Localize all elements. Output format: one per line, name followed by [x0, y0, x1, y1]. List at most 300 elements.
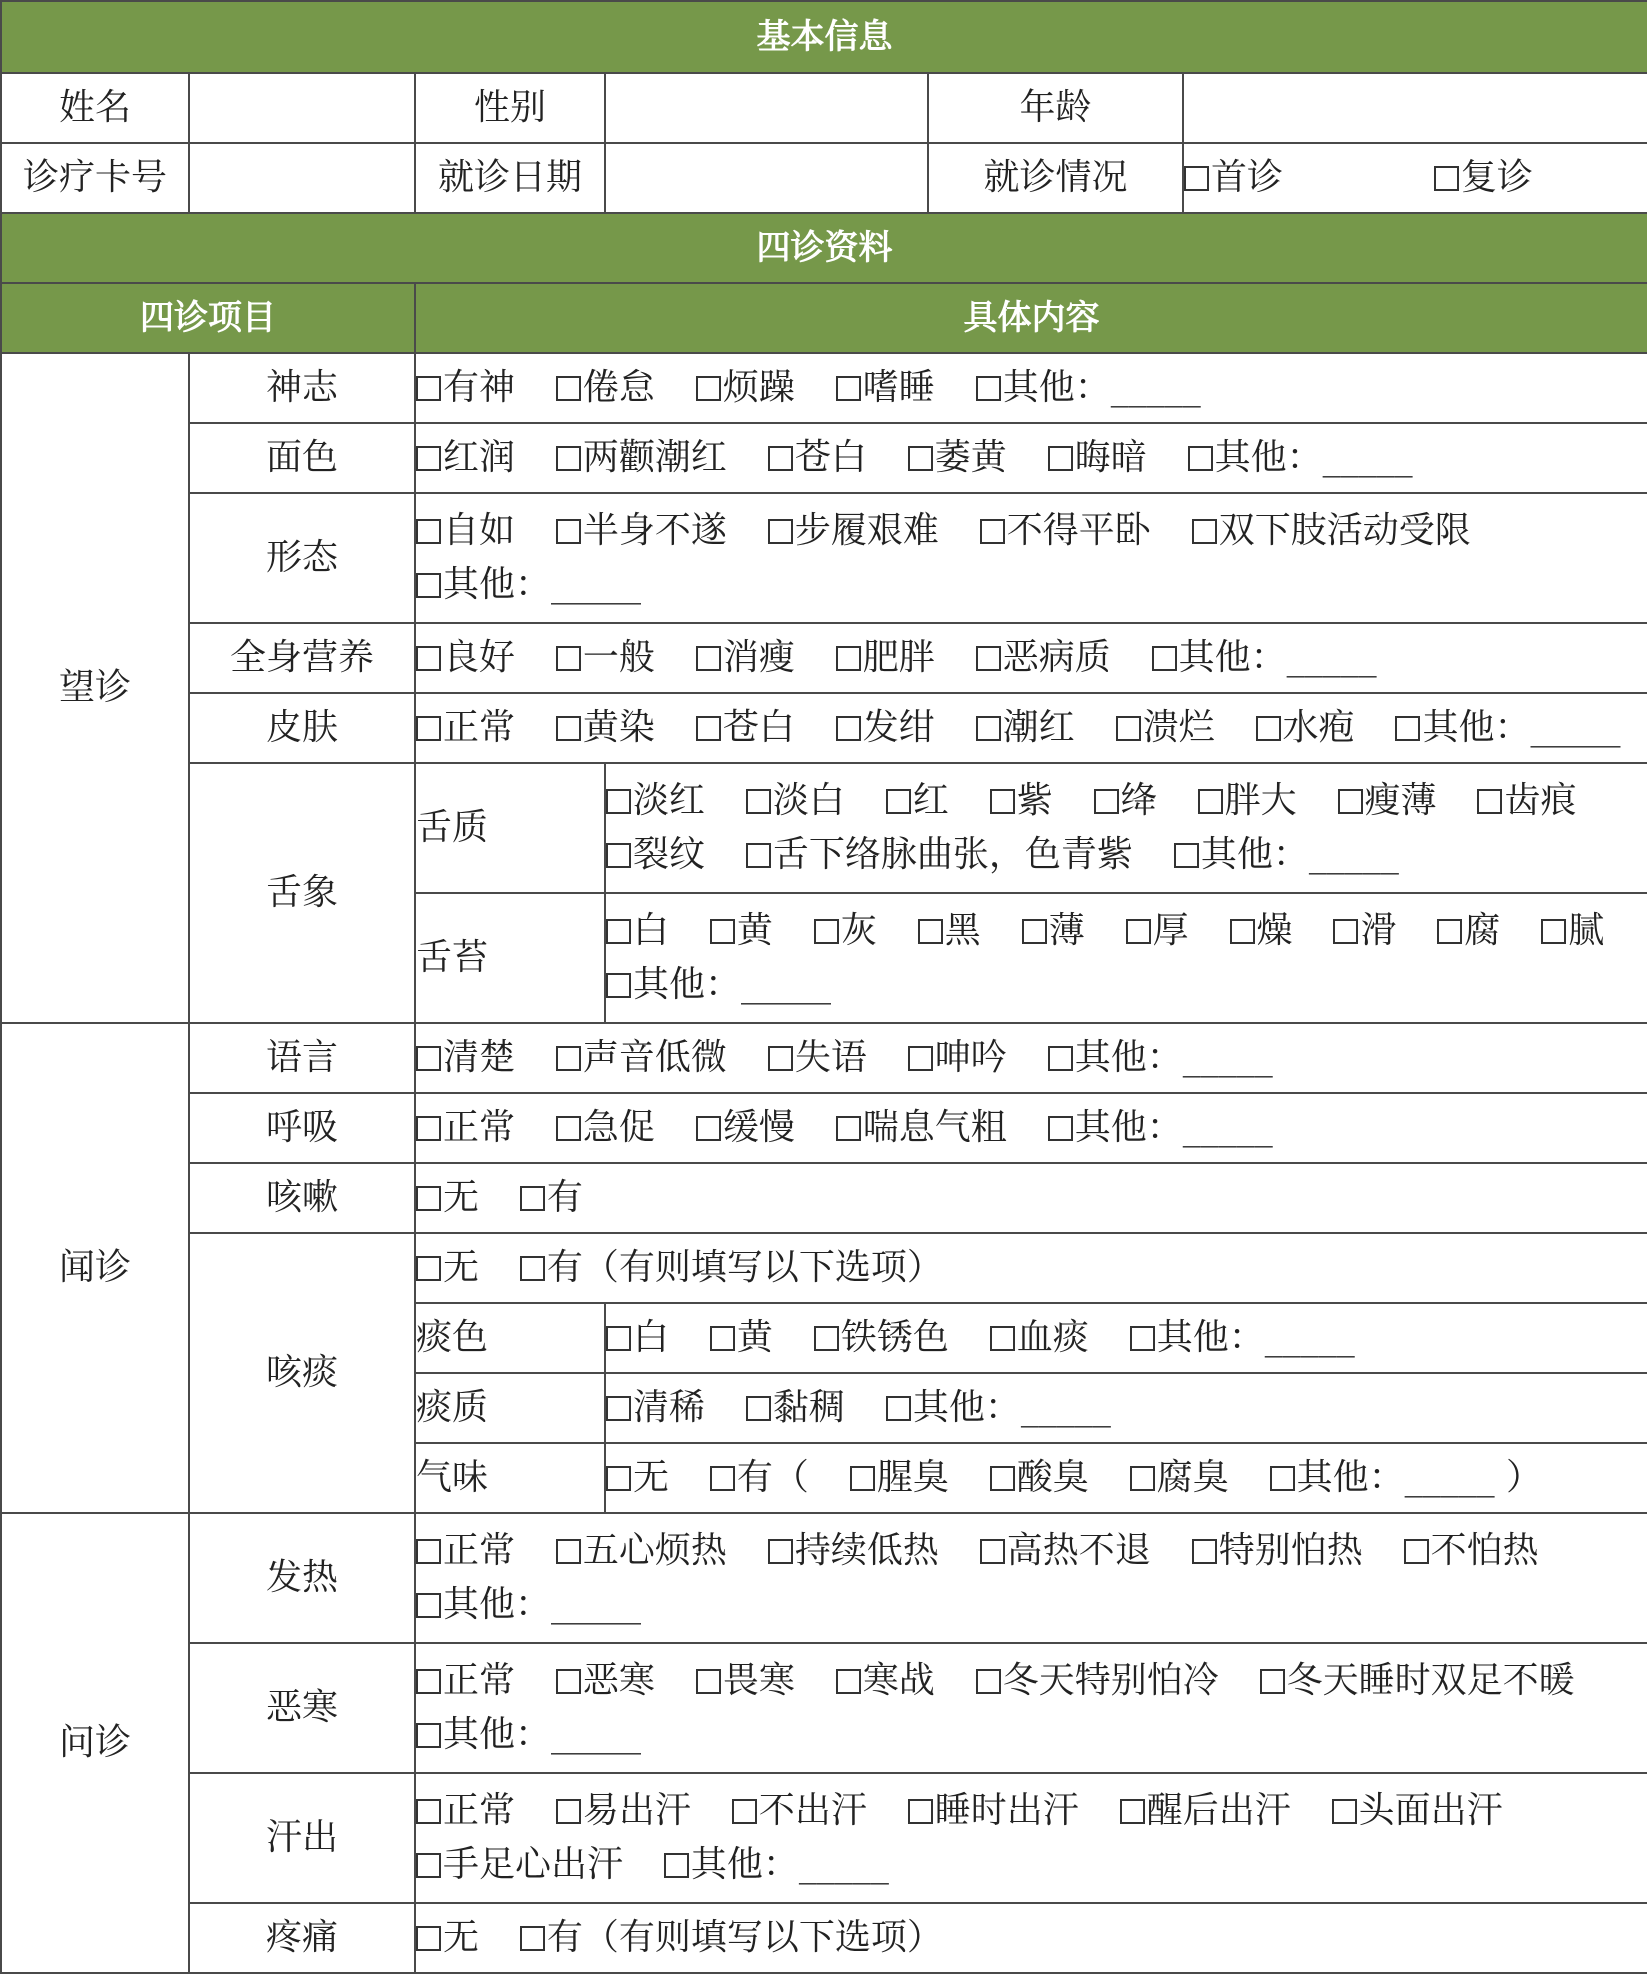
nutrition-option[interactable]: [836, 637, 935, 678]
mind-option-label: 烦躁: [722, 367, 795, 408]
sputum-color-option[interactable]: [990, 1317, 1089, 1358]
chills-option[interactable]: [1260, 1660, 1575, 1701]
checkbox-icon[interactable]: [1541, 919, 1566, 944]
row-label-sputum-color: 痰色: [415, 1303, 605, 1373]
checkbox-icon[interactable]: [606, 1466, 631, 1491]
checkbox-icon[interactable]: [836, 376, 861, 401]
mind-option[interactable]: [556, 367, 655, 408]
breathing-option[interactable]: [556, 1107, 655, 1148]
tongue-body-option[interactable]: [746, 780, 845, 821]
tongue-body-option[interactable]: [1338, 780, 1437, 821]
sputum-option[interactable]: [520, 1247, 943, 1288]
sweating-option[interactable]: [908, 1790, 1079, 1831]
mind-option[interactable]: [416, 367, 515, 408]
tongue-coating-option[interactable]: [1022, 910, 1085, 951]
checkbox-icon[interactable]: [836, 646, 861, 671]
sputum-texture-option[interactable]: [886, 1387, 1111, 1428]
fever-option[interactable]: [416, 1530, 515, 1571]
checkbox-icon[interactable]: [416, 1116, 441, 1141]
checkbox-icon[interactable]: [990, 1466, 1015, 1491]
breathing-option-label: 缓慢: [722, 1107, 795, 1148]
tongue-body-option[interactable]: [886, 780, 949, 821]
options-fever: [415, 1513, 1647, 1643]
skin-option-label: 正常: [443, 707, 516, 748]
skin-option-label: 黄染: [582, 707, 655, 748]
sputum-color-option-label: 血痰: [1016, 1317, 1089, 1358]
checkbox-icon[interactable]: [416, 1186, 441, 1211]
checkbox-icon[interactable]: [1260, 1669, 1285, 1694]
checkbox-icon[interactable]: [606, 1396, 631, 1421]
skin-option[interactable]: [416, 707, 515, 748]
nutrition-option[interactable]: [976, 637, 1111, 678]
complexion-option[interactable]: [1048, 437, 1147, 478]
posture-option[interactable]: [1192, 510, 1471, 551]
sputum-smell-option[interactable]: [1270, 1457, 1542, 1498]
checkbox-icon[interactable]: [696, 1669, 721, 1694]
checkbox-icon[interactable]: [990, 1326, 1015, 1351]
fever-option[interactable]: [768, 1530, 939, 1571]
tongue-body-option[interactable]: [990, 780, 1053, 821]
checkbox-icon[interactable]: [1256, 716, 1281, 741]
pain-option[interactable]: [520, 1917, 943, 1958]
tongue-body-option-label: 齿痕: [1504, 780, 1577, 821]
tongue-coating-option[interactable]: [606, 964, 831, 1005]
checkbox-icon[interactable]: [1192, 519, 1217, 544]
age-label: 年龄: [928, 73, 1183, 143]
checkbox-icon[interactable]: [976, 1669, 1001, 1694]
options-tongue-body: [605, 763, 1647, 893]
checkbox-icon[interactable]: [976, 716, 1001, 741]
tongue-coating-option-label: 滑: [1360, 910, 1397, 951]
checkbox-icon[interactable]: [664, 1853, 689, 1878]
checkbox-icon[interactable]: [556, 646, 581, 671]
checkbox-icon[interactable]: [556, 376, 581, 401]
sputum-smell-option[interactable]: [850, 1457, 949, 1498]
row-label-sputum-smell: 气味: [415, 1443, 605, 1513]
checkbox-icon[interactable]: [746, 789, 771, 814]
skin-option-label: 潮红: [1002, 707, 1075, 748]
breathing-option[interactable]: [836, 1107, 1007, 1148]
options-complexion: [415, 423, 1647, 493]
checkbox-icon[interactable]: [1333, 919, 1358, 944]
checkbox-icon[interactable]: [556, 519, 581, 544]
chills-option[interactable]: [976, 1660, 1219, 1701]
visit-type-option[interactable]: [1434, 157, 1533, 198]
sweating-option[interactable]: [416, 1844, 623, 1885]
options-tongue-coating: [605, 893, 1647, 1023]
sweating-option-label: 其他：_____: [690, 1844, 889, 1885]
row-label-mind: 神志: [189, 353, 415, 423]
checkbox-icon[interactable]: [1126, 919, 1151, 944]
checkbox-icon[interactable]: [556, 446, 581, 471]
nutrition-option-label: 一般: [582, 637, 655, 678]
tongue-coating-option[interactable]: [918, 910, 981, 951]
speech-option[interactable]: [556, 1037, 727, 1078]
cough-option[interactable]: [520, 1177, 583, 1218]
options-sweating: [415, 1773, 1647, 1903]
sputum-texture-option[interactable]: [746, 1387, 845, 1428]
checkbox-icon[interactable]: [746, 1396, 771, 1421]
complexion-option-label: 萎黄: [934, 437, 1007, 478]
checkbox-icon[interactable]: [696, 716, 721, 741]
checkbox-icon[interactable]: [520, 1256, 545, 1281]
checkbox-icon[interactable]: [836, 1116, 861, 1141]
checkbox-icon[interactable]: [606, 919, 631, 944]
sputum-smell-option[interactable]: [1130, 1457, 1229, 1498]
fever-option[interactable]: [556, 1530, 727, 1571]
checkbox-icon[interactable]: [918, 919, 943, 944]
chills-option-label: 畏寒: [722, 1660, 795, 1701]
checkbox-icon[interactable]: [1198, 789, 1223, 814]
checkbox-icon[interactable]: [710, 1466, 735, 1491]
nutrition-option-label: 良好: [443, 637, 516, 678]
skin-option[interactable]: [696, 707, 795, 748]
cough-option[interactable]: [416, 1177, 479, 1218]
visit-date-label: 就诊日期: [415, 143, 605, 213]
skin-option-label: 其他：_____: [1422, 707, 1621, 748]
tongue-coating-option[interactable]: [1126, 910, 1189, 951]
nutrition-option-label: 消瘦: [722, 637, 795, 678]
mind-option[interactable]: [696, 367, 795, 408]
sputum-texture-option-label: 清稀: [633, 1387, 706, 1428]
tongue-body-option[interactable]: [1174, 834, 1399, 875]
checkbox-icon[interactable]: [746, 843, 771, 868]
checkbox-icon[interactable]: [1022, 919, 1047, 944]
checkbox-icon[interactable]: [1094, 789, 1119, 814]
checkbox-icon[interactable]: [606, 843, 631, 868]
mind-option-label: 嗜睡: [862, 367, 935, 408]
posture-option[interactable]: [768, 510, 939, 551]
row-label-breathing: 呼吸: [189, 1093, 415, 1163]
cough-option-label: 无: [443, 1177, 480, 1218]
sputum-color-option-label: 白: [633, 1317, 670, 1358]
sputum-color-option[interactable]: [814, 1317, 949, 1358]
four-diagnosis-header: 四诊资料: [1, 213, 1647, 283]
checkbox-icon[interactable]: [1116, 716, 1141, 741]
tongue-coating-option[interactable]: [606, 910, 669, 951]
checkbox-icon[interactable]: [850, 1466, 875, 1491]
checkbox-icon[interactable]: [416, 646, 441, 671]
checkbox-icon[interactable]: [1338, 789, 1363, 814]
skin-option[interactable]: [556, 707, 655, 748]
sputum-smell-option-label: 酸臭: [1016, 1457, 1089, 1498]
column-header-content: 具体内容: [415, 283, 1647, 353]
checkbox-icon[interactable]: [556, 1799, 581, 1824]
checkbox-icon[interactable]: [1477, 789, 1502, 814]
speech-option-label: 呻吟: [934, 1037, 1007, 1078]
checkbox-icon[interactable]: [416, 716, 441, 741]
checkbox-icon[interactable]: [976, 646, 1001, 671]
visit-date-field[interactable]: [605, 143, 928, 213]
checkbox-icon[interactable]: [416, 1926, 441, 1951]
sputum-color-option[interactable]: [710, 1317, 773, 1358]
checkbox-icon[interactable]: [416, 1593, 441, 1618]
complexion-option[interactable]: [556, 437, 727, 478]
checkbox-icon[interactable]: [710, 919, 735, 944]
sweating-option-label: 易出汗: [582, 1790, 691, 1831]
sputum-smell-option[interactable]: [606, 1457, 669, 1498]
fever-option-label: 五心烦热: [582, 1530, 727, 1571]
complexion-option-label: 两颧潮红: [582, 437, 727, 478]
tongue-body-option-label: 裂纹: [633, 834, 706, 875]
sputum-option[interactable]: [416, 1247, 479, 1288]
complexion-option[interactable]: [768, 437, 867, 478]
checkbox-icon[interactable]: [908, 1046, 933, 1071]
breathing-option[interactable]: [416, 1107, 515, 1148]
mind-option-label: 其他：_____: [1002, 367, 1201, 408]
checkbox-icon[interactable]: [768, 519, 793, 544]
complexion-option[interactable]: [416, 437, 515, 478]
speech-option[interactable]: [416, 1037, 515, 1078]
chills-option-label: 恶寒: [582, 1660, 655, 1701]
tongue-body-option[interactable]: [606, 780, 705, 821]
nutrition-option-label: 恶病质: [1002, 637, 1111, 678]
tongue-body-option[interactable]: [746, 834, 1133, 875]
tongue-coating-option[interactable]: [1541, 910, 1604, 951]
checkbox-icon[interactable]: [768, 1046, 793, 1071]
skin-option[interactable]: [976, 707, 1075, 748]
checkbox-icon[interactable]: [416, 376, 441, 401]
sweating-option[interactable]: [416, 1790, 515, 1831]
tongue-body-option[interactable]: [606, 834, 705, 875]
tongue-body-option-label: 瘦薄: [1364, 780, 1437, 821]
tongue-coating-option[interactable]: [814, 910, 877, 951]
checkbox-icon[interactable]: [1130, 1466, 1155, 1491]
skin-option-label: 苍白: [722, 707, 795, 748]
row-label-posture: 形态: [189, 493, 415, 623]
checkbox-icon[interactable]: [416, 1723, 441, 1748]
visit-type-option[interactable]: [1184, 157, 1283, 198]
checkbox-icon[interactable]: [768, 446, 793, 471]
nutrition-option-label: 肥胖: [862, 637, 935, 678]
checkbox-icon[interactable]: [990, 789, 1015, 814]
checkbox-icon[interactable]: [1048, 1046, 1073, 1071]
posture-option[interactable]: [980, 510, 1151, 551]
fever-option[interactable]: [1404, 1530, 1539, 1571]
nutrition-option[interactable]: [1152, 637, 1377, 678]
skin-option[interactable]: [1395, 707, 1620, 748]
name-label: 姓名: [1, 73, 189, 143]
gender-field[interactable]: [605, 73, 928, 143]
checkbox-icon[interactable]: [416, 446, 441, 471]
chills-option[interactable]: [836, 1660, 935, 1701]
tongue-body-option[interactable]: [1198, 780, 1297, 821]
sweating-option-label: 正常: [443, 1790, 516, 1831]
checkbox-icon[interactable]: [556, 1046, 581, 1071]
checkbox-icon[interactable]: [696, 646, 721, 671]
checkbox-icon[interactable]: [908, 1799, 933, 1824]
fever-option-label: 不怕热: [1430, 1530, 1539, 1571]
fever-option[interactable]: [980, 1530, 1151, 1571]
posture-option-label: 其他：_____: [443, 564, 642, 605]
nutrition-option[interactable]: [416, 637, 515, 678]
fever-option[interactable]: [1192, 1530, 1363, 1571]
checkbox-icon[interactable]: [1184, 166, 1209, 191]
sweating-option[interactable]: [1332, 1790, 1503, 1831]
breathing-option[interactable]: [1048, 1107, 1273, 1148]
tongue-coating-option[interactable]: [1333, 910, 1396, 951]
checkbox-icon[interactable]: [1404, 1539, 1429, 1564]
checkbox-icon[interactable]: [520, 1926, 545, 1951]
checkbox-icon[interactable]: [416, 1046, 441, 1071]
checkbox-icon[interactable]: [1152, 646, 1177, 671]
speech-option[interactable]: [1048, 1037, 1273, 1078]
chills-option[interactable]: [556, 1660, 655, 1701]
speech-option[interactable]: [908, 1037, 1007, 1078]
tongue-body-option-label: 舌下络脉曲张，色青紫: [772, 834, 1133, 875]
tongue-coating-option[interactable]: [1437, 910, 1500, 951]
sputum-smell-option[interactable]: [990, 1457, 1089, 1498]
pain-option[interactable]: [416, 1917, 479, 1958]
sweating-option[interactable]: [664, 1844, 889, 1885]
checkbox-icon[interactable]: [836, 1669, 861, 1694]
pain-option-label: 有（有则填写以下选项）: [546, 1917, 943, 1958]
complexion-option-label: 红润: [443, 437, 516, 478]
sputum-option-label: 无: [443, 1247, 480, 1288]
checkbox-icon[interactable]: [556, 1669, 581, 1694]
chills-option[interactable]: [696, 1660, 795, 1701]
row-label-cough: 咳嗽: [189, 1163, 415, 1233]
options-skin: [415, 693, 1647, 763]
checkbox-icon[interactable]: [606, 1326, 631, 1351]
sweating-option[interactable]: [732, 1790, 867, 1831]
checkbox-icon[interactable]: [980, 1539, 1005, 1564]
checkbox-icon[interactable]: [606, 789, 631, 814]
mind-option[interactable]: [976, 367, 1201, 408]
checkbox-icon[interactable]: [710, 1326, 735, 1351]
name-field[interactable]: [189, 73, 415, 143]
sweating-option-label: 睡时出汗: [934, 1790, 1079, 1831]
checkbox-icon[interactable]: [556, 716, 581, 741]
checkbox-icon[interactable]: [1120, 1799, 1145, 1824]
speech-option-label: 失语: [794, 1037, 867, 1078]
row-label-nutrition: 全身营养: [189, 623, 415, 693]
tongue-body-option-label: 胖大: [1224, 780, 1297, 821]
complexion-option[interactable]: [908, 437, 1007, 478]
posture-option[interactable]: [416, 564, 641, 605]
tongue-body-option[interactable]: [1477, 780, 1576, 821]
complexion-option[interactable]: [1188, 437, 1413, 478]
checkbox-icon[interactable]: [1332, 1799, 1357, 1824]
checkbox-icon[interactable]: [768, 1539, 793, 1564]
breathing-option-label: 急促: [582, 1107, 655, 1148]
posture-option[interactable]: [556, 510, 727, 551]
checkbox-icon[interactable]: [1188, 446, 1213, 471]
fever-option-label: 特别怕热: [1218, 1530, 1363, 1571]
checkbox-icon[interactable]: [696, 1116, 721, 1141]
sputum-texture-option[interactable]: [606, 1387, 705, 1428]
checkbox-icon[interactable]: [416, 573, 441, 598]
checkbox-icon[interactable]: [732, 1799, 757, 1824]
tongue-coating-option-label: 腻: [1568, 910, 1605, 951]
checkbox-icon[interactable]: [416, 1853, 441, 1878]
checkbox-icon[interactable]: [1174, 843, 1199, 868]
tongue-body-option[interactable]: [1094, 780, 1157, 821]
mind-option[interactable]: [836, 367, 935, 408]
posture-option-label: 不得平卧: [1006, 510, 1151, 551]
skin-option[interactable]: [836, 707, 935, 748]
checkbox-icon[interactable]: [1437, 919, 1462, 944]
checkbox-icon[interactable]: [416, 1669, 441, 1694]
checkbox-icon[interactable]: [416, 1799, 441, 1824]
checkbox-icon[interactable]: [980, 519, 1005, 544]
checkbox-icon[interactable]: [976, 376, 1001, 401]
checkbox-icon[interactable]: [416, 519, 441, 544]
skin-option-label: 溃烂: [1142, 707, 1215, 748]
sweating-option-label: 不出汗: [758, 1790, 867, 1831]
checkbox-icon[interactable]: [886, 789, 911, 814]
checkbox-icon[interactable]: [416, 1539, 441, 1564]
checkbox-icon[interactable]: [606, 973, 631, 998]
posture-option[interactable]: [416, 510, 515, 551]
checkbox-icon[interactable]: [556, 1539, 581, 1564]
chills-option[interactable]: [416, 1714, 641, 1755]
checkbox-icon[interactable]: [836, 716, 861, 741]
skin-option[interactable]: [1256, 707, 1355, 748]
fever-option[interactable]: [416, 1584, 641, 1625]
tongue-coating-option[interactable]: [1230, 910, 1293, 951]
speech-option[interactable]: [768, 1037, 867, 1078]
checkbox-icon[interactable]: [1434, 166, 1459, 191]
sputum-smell-option[interactable]: [710, 1457, 809, 1498]
tongue-coating-option[interactable]: [710, 910, 773, 951]
sputum-color-option[interactable]: [606, 1317, 669, 1358]
sputum-texture-option-label: 黏稠: [772, 1387, 845, 1428]
column-header-item: 四诊项目: [1, 283, 415, 353]
checkbox-icon[interactable]: [1395, 716, 1420, 741]
card-number-label: 诊疗卡号: [1, 143, 189, 213]
checkbox-icon[interactable]: [908, 446, 933, 471]
checkbox-icon[interactable]: [814, 919, 839, 944]
checkbox-icon[interactable]: [696, 376, 721, 401]
nutrition-option[interactable]: [696, 637, 795, 678]
tongue-coating-option-label: 白: [633, 910, 670, 951]
row-label-sputum: 咳痰: [189, 1233, 415, 1513]
posture-option-label: 半身不遂: [582, 510, 727, 551]
checkbox-icon[interactable]: [886, 1396, 911, 1421]
checkbox-icon[interactable]: [520, 1186, 545, 1211]
sputum-color-option[interactable]: [1130, 1317, 1355, 1358]
breathing-option[interactable]: [696, 1107, 795, 1148]
checkbox-icon[interactable]: [556, 1116, 581, 1141]
skin-option[interactable]: [1116, 707, 1215, 748]
checkbox-icon[interactable]: [1192, 1539, 1217, 1564]
chills-option-label: 其他：_____: [443, 1714, 642, 1755]
checkbox-icon[interactable]: [1048, 1116, 1073, 1141]
sweating-option[interactable]: [1120, 1790, 1291, 1831]
fever-option-label: 持续低热: [794, 1530, 939, 1571]
card-number-field[interactable]: [189, 143, 415, 213]
tongue-body-option-label: 红: [912, 780, 949, 821]
checkbox-icon[interactable]: [1230, 919, 1255, 944]
age-field[interactable]: [1183, 73, 1647, 143]
row-label-fever: 发热: [189, 1513, 415, 1643]
sputum-color-option-label: 其他：_____: [1156, 1317, 1355, 1358]
row-label-tongue-body: 舌质: [415, 763, 605, 893]
nutrition-option[interactable]: [556, 637, 655, 678]
checkbox-icon[interactable]: [1130, 1326, 1155, 1351]
chills-option[interactable]: [416, 1660, 515, 1701]
visit-type-option-label: 复诊: [1460, 157, 1533, 198]
checkbox-icon[interactable]: [814, 1326, 839, 1351]
row-label-tongue-coating: 舌苔: [415, 893, 605, 1023]
checkbox-icon[interactable]: [416, 1256, 441, 1281]
skin-option-label: 发绀: [862, 707, 935, 748]
checkbox-icon[interactable]: [1270, 1466, 1295, 1491]
checkbox-icon[interactable]: [1048, 446, 1073, 471]
row-label-skin: 皮肤: [189, 693, 415, 763]
sweating-option[interactable]: [556, 1790, 691, 1831]
